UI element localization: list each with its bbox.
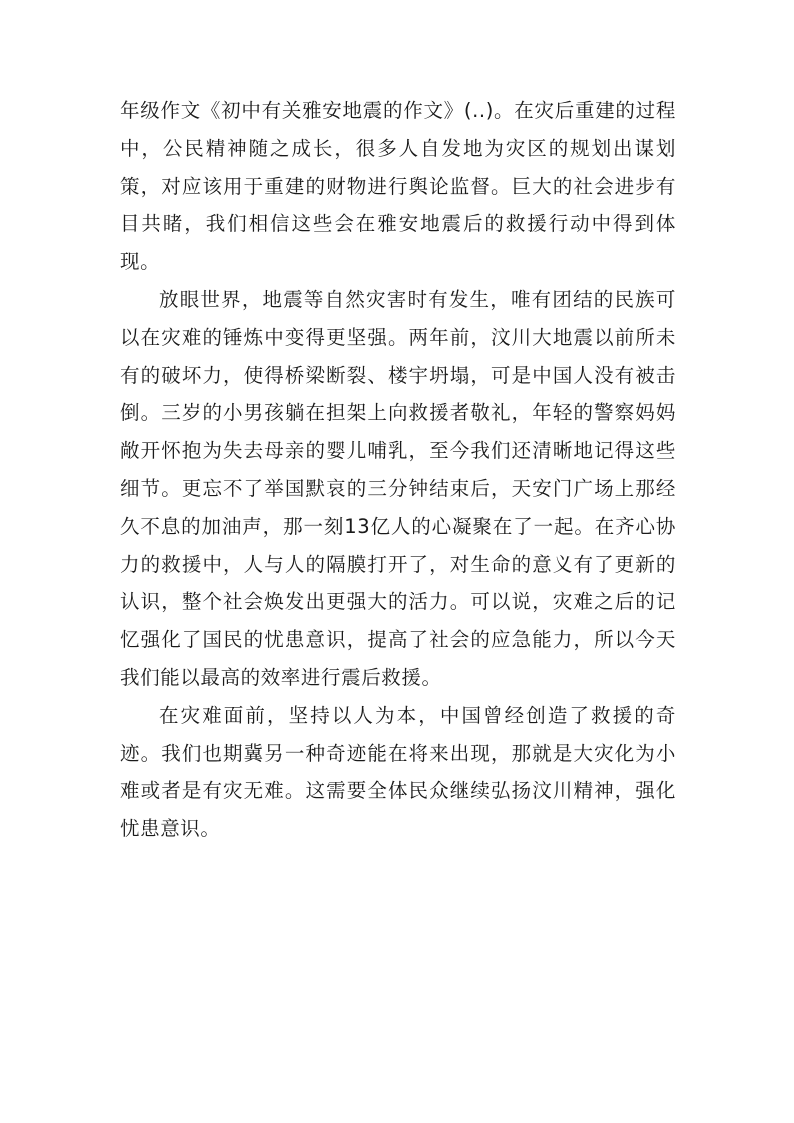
article-body xyxy=(120,92,676,848)
paragraph-disaster-unity: 放眼世界，地震等自然灾害时有发生，唯有团结的民族可以在灾难的锤炼中变得更坚强。两年前，汶川大地震以前所未有的破坏力，使得桥梁断裂、楼宇坍塌，可是中国人没有被击倒。三岁的小男孩躺在担架上向救援者敬礼，年轻的警察妈妈敞开怀抱为失去母亲的婴儿哺乳，至今我们还清晰地记得这些细节。更忘不了举国默哀的三分钟结束后，天安门广场上那经久不息的加油声，那一刻13亿人的心凝聚在了一起。在齐心协力的救援中，人与人的隔膜打开了，对生命的意义有了更新的认识，整个社会焕发出更强大的活力。可以说，灾难之后的记忆强化了国民的忧患意识，提高了社会的应急能力，所以今天我们能以最高的效率进行震后救援。 xyxy=(120,287,676,689)
paragraph-continuation: 年级作文《初中有关雅安地震的作文》(..)。在灾后重建的过程中，公民精神随之成长，很多人自发地为灾区的规划出谋划策，对应该用于重建的财物进行舆论监督。巨大的社会进步有目共睹，我们相信这些会在雅安地震后的救援行动中得到体现。 xyxy=(120,99,676,274)
paragraph-conclusion: 在灾难面前，坚持以人为本，中国曾经创造了救援的奇迹。我们也期冀另一种奇迹能在将来出现，那就是大灾化为小难或者是有灾无难。这需要全体民众继续弘扬汶川精神，强化忧患意识。 xyxy=(120,703,676,841)
